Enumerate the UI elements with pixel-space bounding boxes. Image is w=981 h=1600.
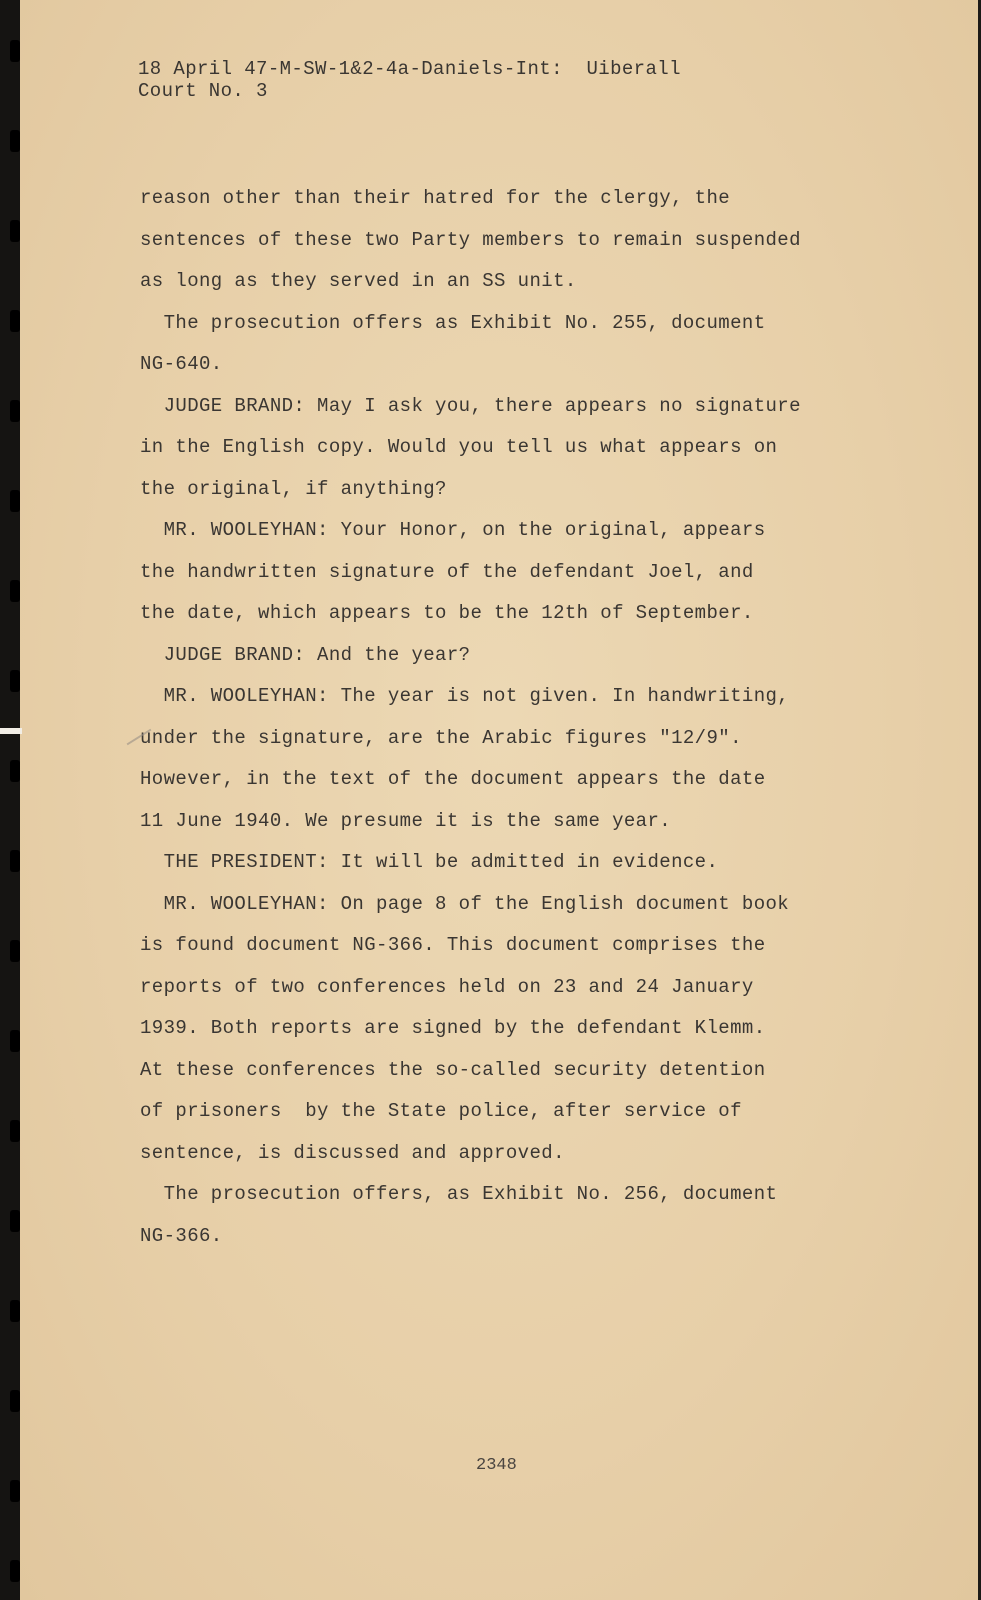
text-line: MR. WOOLEYHAN: The year is not given. In handwriting,	[140, 685, 790, 707]
punch-hole	[10, 1120, 20, 1142]
text-line: the date, which appears to be the 12th of September.	[140, 602, 754, 624]
text-line: 1939. Both reports are signed by the defendant Klemm.	[140, 1017, 766, 1039]
text-line: as long as they served in an SS unit.	[140, 270, 577, 292]
punch-hole	[10, 310, 20, 332]
punch-hole	[10, 1030, 20, 1052]
text-line: 11 June 1940. We presume it is the same year.	[140, 809, 672, 832]
punch-hole	[10, 220, 20, 242]
binding-strip	[0, 0, 20, 1600]
text-line: JUDGE BRAND: And the year?	[140, 643, 471, 666]
text-line: reason other than their hatred for the clergy, the	[140, 187, 731, 209]
punch-hole	[10, 1480, 20, 1502]
punch-hole	[10, 940, 20, 962]
text-line: in the English copy. Would you tell us what appears on	[140, 436, 778, 458]
text-line: At these conferences the so-called security detention	[140, 1058, 766, 1081]
text-line: reports of two conferences held on 23 and 24 January	[140, 975, 754, 998]
page-number: 2348	[476, 1456, 517, 1475]
punch-hole	[10, 850, 20, 872]
text-line: JUDGE BRAND: May I ask you, there appears no signature	[140, 394, 801, 417]
punch-hole	[10, 490, 20, 512]
text-line: MR. WOOLEYHAN: Your Honor, on the original, appears	[140, 519, 766, 541]
text-line: NG-366.	[140, 1224, 223, 1247]
text-line: MR. WOOLEYHAN: On page 8 of the English document book	[140, 892, 790, 915]
text-line: THE PRESIDENT: It will be admitted in evidence.	[140, 851, 719, 873]
punch-hole	[10, 400, 20, 422]
text-line: the handwritten signature of the defendant Joel, and	[140, 560, 754, 583]
text-line: under the signature, are the Arabic figures "12/9".	[140, 726, 742, 749]
text-line: NG-640.	[140, 353, 223, 375]
text-line: sentence, is discussed and approved.	[140, 1141, 565, 1164]
document-page	[18, 0, 978, 1600]
punch-hole	[10, 1560, 20, 1582]
text-line: is found document NG-366. This document comprises the	[140, 934, 766, 956]
document-header	[138, 58, 681, 102]
text-line: sentences of these two Party members to remain suspended	[140, 228, 801, 251]
text-line: of prisoners by the State police, after service of	[140, 1100, 742, 1122]
punch-hole	[10, 1390, 20, 1412]
punch-hole	[10, 1300, 20, 1322]
punch-hole	[10, 760, 20, 782]
header-line: Court No. 3	[138, 80, 268, 102]
transcript-body	[140, 178, 860, 1257]
punch-hole	[10, 580, 20, 602]
edge-tab	[0, 728, 22, 734]
header-line: 18 April 47-M-SW-1&2-4a-Daniels-Int: Uiberall	[138, 58, 681, 80]
punch-hole	[10, 670, 20, 692]
punch-hole	[10, 130, 20, 152]
punch-hole	[10, 1210, 20, 1232]
punch-hole	[10, 40, 20, 62]
text-line: However, in the text of the document appears the date	[140, 768, 766, 790]
text-line: The prosecution offers as Exhibit No. 255, document	[140, 311, 766, 334]
text-line: The prosecution offers, as Exhibit No. 256, document	[140, 1183, 778, 1205]
text-line: the original, if anything?	[140, 477, 447, 500]
